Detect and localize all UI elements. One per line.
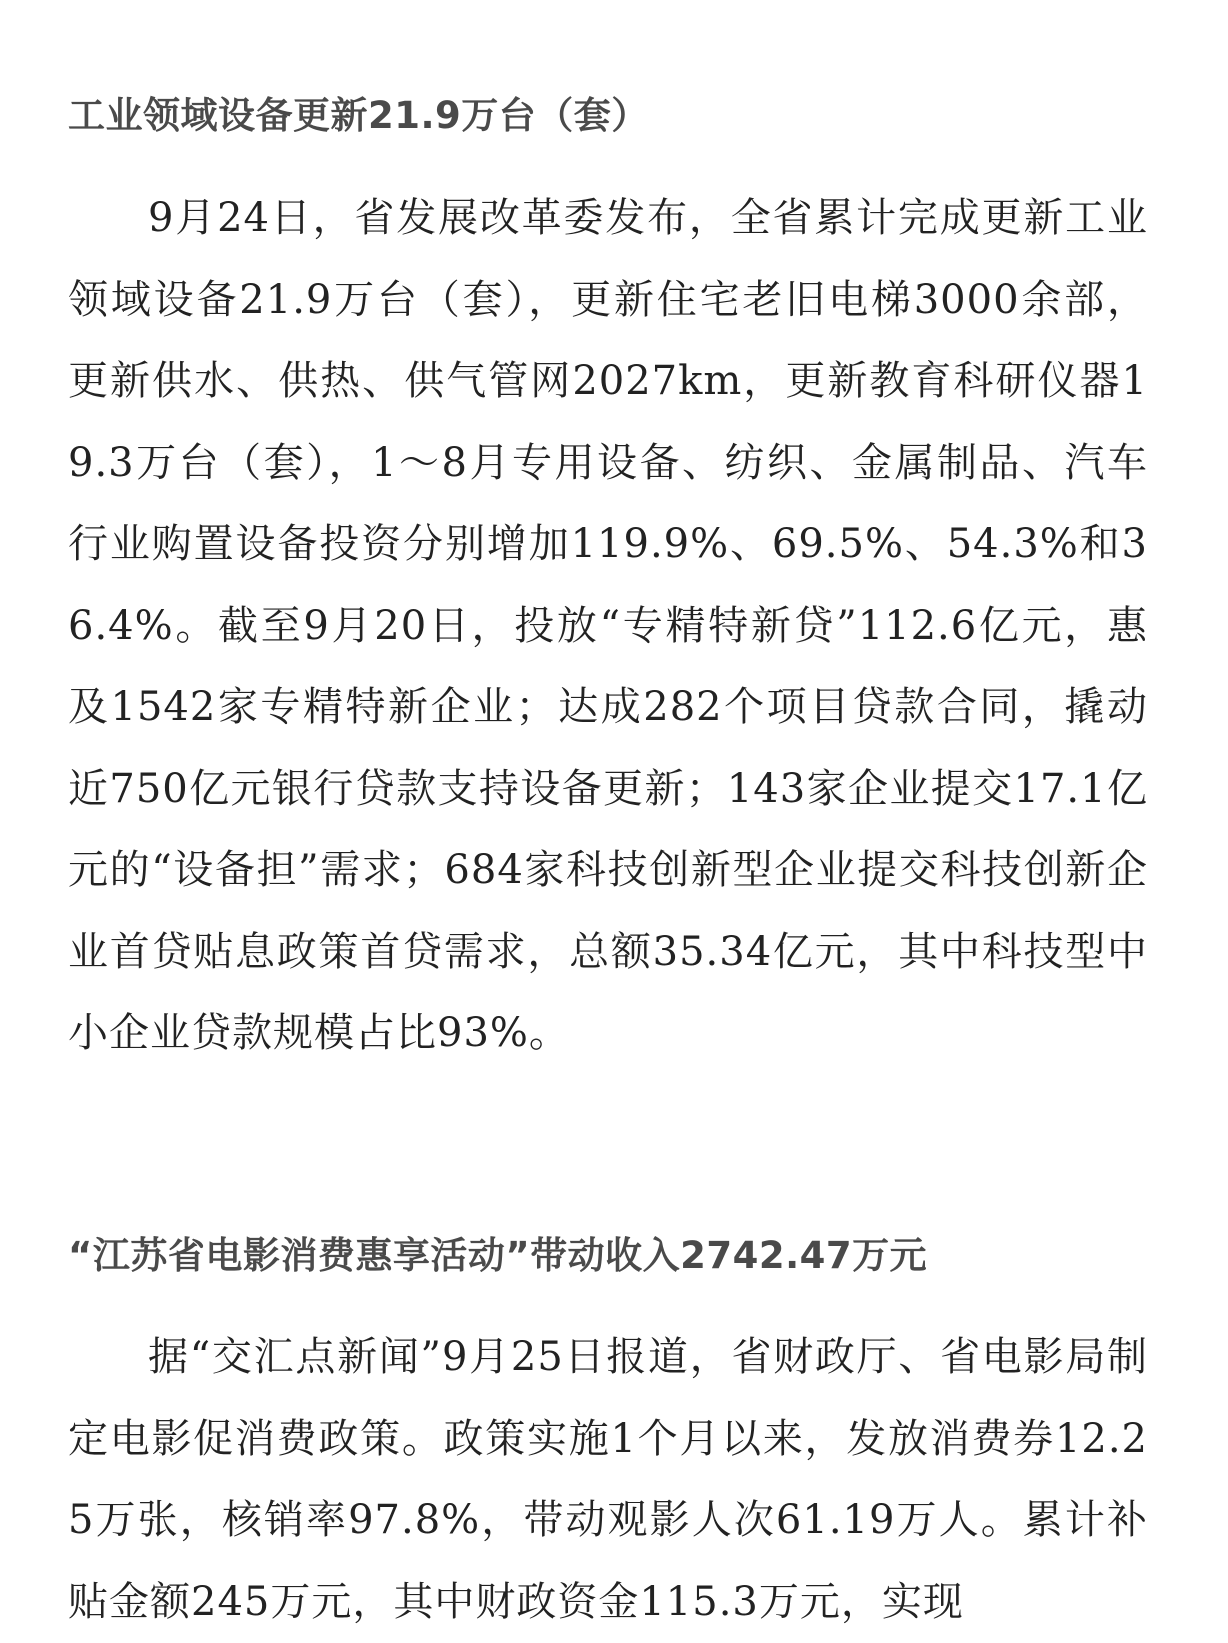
section-paragraph-film-consumption: 据“交汇点新闻”9月25日报道，省财政厅、省电影局制定电影促消费政策。政策实施1个月以来，发放消费券12.25万张，核销率97.8%，带动观影人次61.19万人。累计补贴金额245万元，其中财政资金115.3万元，实现 — [68, 1334, 1148, 1625]
section-heading-film-consumption: “江苏省电影消费惠享活动”带动收入2742.47万元 — [68, 1234, 928, 1277]
section-paragraph-industrial-equipment: 9月24日，省发展改革委发布，全省累计完成更新工业领域设备21.9万台（套），更新住宅老旧电梯3000余部，更新供水、供热、供气管网2027km，更新教育科研仪器19.3万台（套），1～8月专用设备、纺织、金属制品、汽车行业购置设备投资分别增加119.9%、69.5%、54.3%和36.4%。截至9月20日，投放“专精特新贷”112.6亿元，惠及1542家专精特新企业；达成282个项目贷款合同，撬动近750亿元银行贷款支持设备更新；143家企业提交17.1亿元的“设备担”需求；684家科技创新型企业提交科技创新企业首贷贴息政策首贷需求，总额35.34亿元，其中科技型中小企业贷款规模占比93%。 — [68, 195, 1148, 1056]
section-heading-industrial-equipment: 工业领域设备更新21.9万台（套） — [68, 94, 649, 137]
